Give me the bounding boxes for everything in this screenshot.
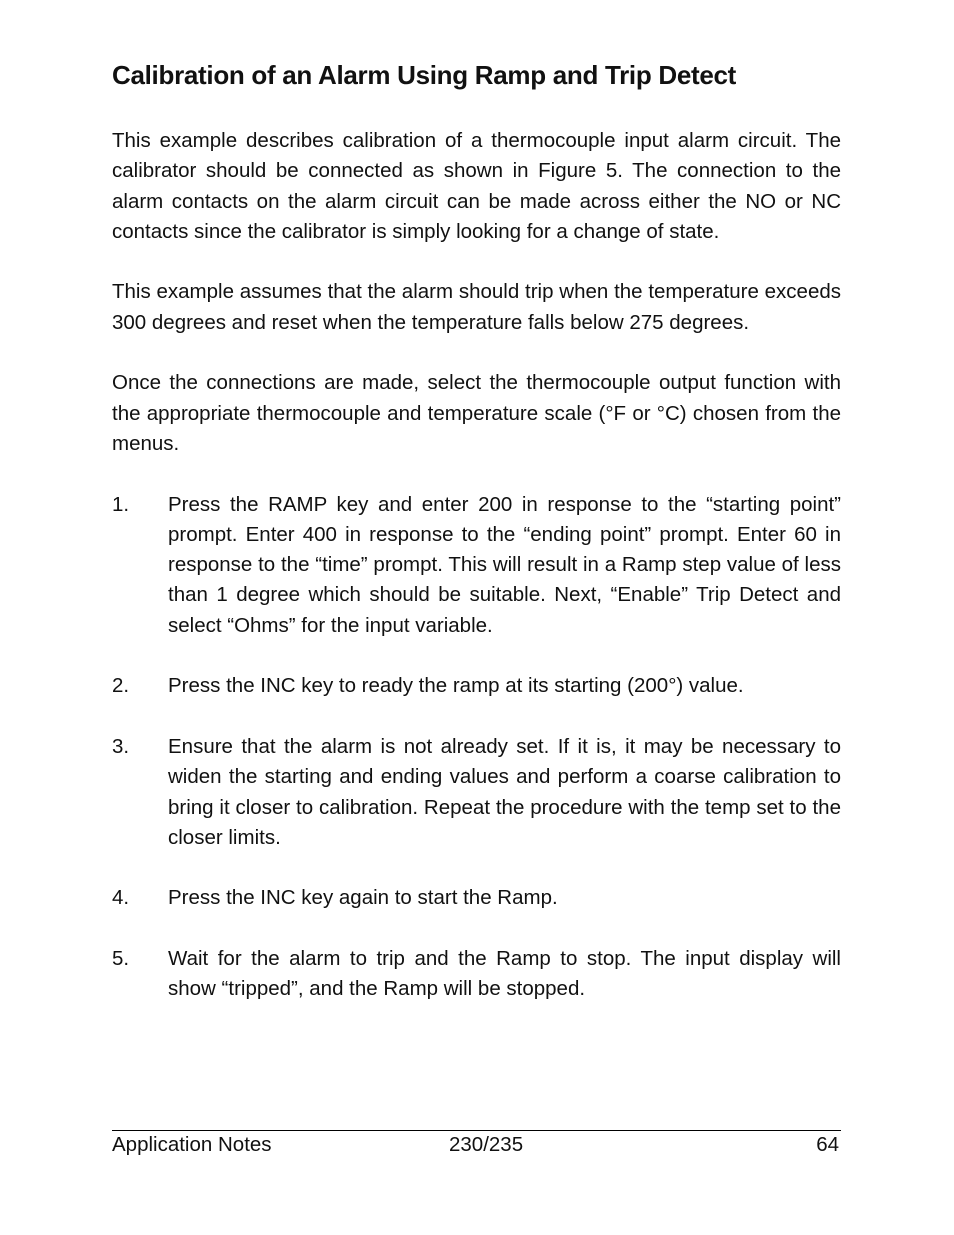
- document-body: [112, 126, 841, 1035]
- step-text: Wait for the alarm to trip and the Ramp to stop. The input display will show “tripped”, and the Ramp will be stopped.: [168, 947, 841, 1001]
- list-item: [112, 671, 841, 701]
- connection-paragraph: Once the connections are made, select the thermocouple output function with the appropriate thermocouple and temperature scale (°F or °C) chosen from the menus.: [112, 371, 841, 455]
- step-text: Press the RAMP key and enter 200 in response to the “starting point” prompt. Enter 400 in response to the “ending point” prompt. Enter 60 in response to the “time” prompt. This will result in a Ramp step value of less than 1 degree which should be suitable. Next, “Enable” Trip Detect and select “Ohms” for the input variable.: [168, 492, 841, 637]
- footer-model-number: 230/235: [449, 1133, 524, 1156]
- step-text: Ensure that the alarm is not already set. If it is, it may be necessary to widen the starting and ending values and perform a coarse calibration to bring it closer to calibration. Repeat the procedure with the temp set to the closer limits.: [168, 734, 841, 849]
- list-item: [112, 883, 841, 913]
- step-text: Press the INC key again to start the Ramp.: [168, 886, 558, 910]
- step-number: 5.: [112, 947, 130, 971]
- footer-section-title: Application Notes: [112, 1133, 272, 1156]
- list-item: [112, 732, 841, 853]
- page-number: 64: [816, 1133, 839, 1156]
- intro-paragraph: This example describes calibration of a thermocouple input alarm circuit. The calibrator should be connected as shown in Figure 5. The connection to the alarm contacts on the alarm circuit can be made across either the NO or NC contacts since the calibrator is simply looking for a change of state.: [112, 129, 841, 243]
- assumption-paragraph: This example assumes that the alarm should trip when the temperature exceeds 300 degrees and reset when the temperature falls below 275 degrees.: [112, 280, 841, 334]
- list-item: [112, 490, 841, 641]
- page-title: Calibration of an Alarm Using Ramp and Trip Detect: [112, 60, 737, 90]
- step-text: Press the INC key to ready the ramp at its starting (200°) value.: [168, 674, 744, 698]
- step-number: 3.: [112, 734, 130, 758]
- step-number: 2.: [112, 674, 130, 698]
- page-footer: [112, 1130, 839, 1160]
- step-number: 1.: [112, 492, 130, 516]
- step-number: 4.: [112, 886, 130, 910]
- list-item: [112, 944, 841, 1005]
- procedure-steps: [112, 490, 841, 1005]
